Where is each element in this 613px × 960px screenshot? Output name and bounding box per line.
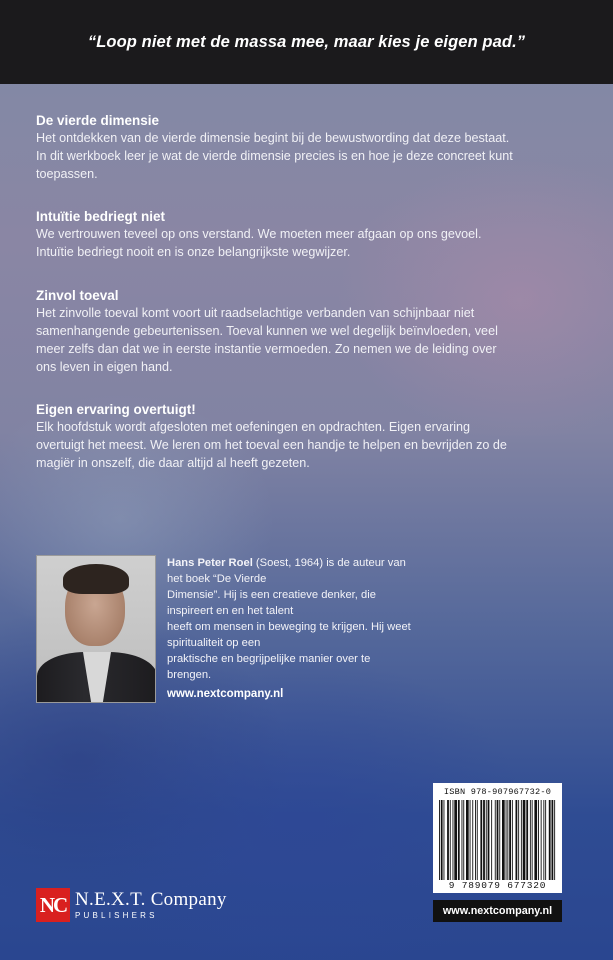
barcode-bar bbox=[497, 800, 499, 880]
barcode-bar bbox=[516, 800, 518, 880]
logo-mark-letters: NC bbox=[39, 892, 67, 917]
barcode-bar bbox=[543, 800, 544, 880]
barcode-website: www.nextcompany.nl bbox=[433, 900, 562, 922]
barcode-bar bbox=[499, 800, 500, 880]
section-line: toepassen. bbox=[36, 167, 98, 181]
barcode-digits: 9 789079 677320 bbox=[448, 880, 547, 891]
section-line: ons leven in eigen hand. bbox=[36, 360, 173, 374]
barcode-bar bbox=[447, 800, 449, 880]
barcode-bar bbox=[549, 800, 551, 880]
section-zinvol-toeval bbox=[36, 287, 581, 376]
section-line: Het zinvolle toeval komt voort uit raadselachtige verbanden van schijnbaar niet bbox=[36, 306, 475, 320]
section-title: De vierde dimensie bbox=[36, 113, 160, 128]
isbn-label: ISBN 978-907967732-0 bbox=[443, 787, 552, 797]
barcode-bar bbox=[453, 800, 454, 880]
author-photo bbox=[36, 555, 156, 703]
bio-text: (Soest, 1964) is de auteur van het boek “De Vierde bbox=[167, 557, 406, 585]
bio-line bbox=[167, 555, 412, 587]
section-eigen-ervaring bbox=[36, 401, 581, 472]
barcode-bar bbox=[506, 800, 507, 880]
barcode-bars bbox=[437, 800, 558, 880]
barcode-bar bbox=[509, 800, 511, 880]
barcode-bar bbox=[534, 800, 537, 880]
bio-line: Dimensie”. Hij is een creatieve denker, die inspireert en en het talent bbox=[167, 589, 376, 617]
barcode-bar bbox=[475, 800, 476, 880]
barcode-bar bbox=[486, 800, 487, 880]
section-line: Intuïtie bedriegt nooit en is onze belangrijkste wegwijzer. bbox=[36, 245, 351, 259]
author-name: Hans Peter Roel bbox=[167, 557, 253, 569]
author-bio bbox=[167, 555, 412, 683]
section-intuitie bbox=[36, 208, 581, 261]
barcode-bar bbox=[532, 800, 533, 880]
section-vierde-dimensie bbox=[36, 112, 581, 183]
barcode-bar bbox=[530, 800, 531, 880]
barcode-bar bbox=[480, 800, 482, 880]
barcode-bar bbox=[439, 800, 440, 880]
barcode-bar bbox=[488, 800, 490, 880]
section-title: Zinvol toeval bbox=[36, 288, 119, 303]
bio-line: praktische en begrijpelijke manier over te brengen. bbox=[167, 653, 371, 681]
barcode-bar bbox=[502, 800, 505, 880]
barcode-bar bbox=[523, 800, 526, 880]
section-line: magiër in onszelf, die daar altijd al heeft gezeten. bbox=[36, 456, 310, 470]
section-title: Intuïtie bedriegt niet bbox=[36, 209, 166, 224]
barcode-bar bbox=[466, 800, 469, 880]
section-line: Elk hoofdstuk wordt afgesloten met oefeningen en opdrachten. Eigen ervaring bbox=[36, 420, 471, 434]
barcode-bar bbox=[552, 800, 554, 880]
barcode-bar bbox=[441, 800, 443, 880]
section-line: In dit werkboek leer je wat de vierde dimensie precies is en hoe je deze concreet kunt bbox=[36, 149, 513, 163]
barcode-bar bbox=[541, 800, 542, 880]
barcode-bar bbox=[518, 800, 519, 880]
bio-line: heeft om mensen in beweging te krijgen. Hij weet spiritualiteit op een bbox=[167, 621, 411, 649]
section-line: We vertrouwen teveel op ons verstand. We moeten meer afgaan op ons gevoel. bbox=[36, 227, 482, 241]
section-line: meer zelfs dan dat we in eerste instantie vermoeden. Zo nemen we de leiding over bbox=[36, 342, 497, 356]
barcode-bar bbox=[545, 800, 546, 880]
quote-banner bbox=[0, 0, 613, 84]
barcode-bar bbox=[470, 800, 471, 880]
barcode-bar bbox=[454, 800, 457, 880]
publisher-name: N.E.X.T. Company bbox=[75, 889, 227, 910]
section-line: samenhangende gebeurtenissen. Toeval kunnen we wel degelijk beïnvloeden, veel bbox=[36, 324, 498, 338]
publisher-sub: PUBLISHERS bbox=[75, 911, 158, 920]
barcode-bar bbox=[495, 800, 496, 880]
barcode-bar bbox=[521, 800, 522, 880]
barcode-bar bbox=[444, 800, 445, 880]
barcode-bar bbox=[458, 800, 460, 880]
barcode-bar bbox=[554, 800, 555, 880]
barcode-bar bbox=[472, 800, 473, 880]
nc-logo-icon bbox=[36, 888, 70, 922]
barcode-bar bbox=[450, 800, 451, 880]
publisher-logo bbox=[36, 888, 227, 922]
photo-hair bbox=[63, 564, 129, 594]
author-website-link[interactable]: www.nextcompany.nl bbox=[167, 688, 284, 700]
barcode-bar bbox=[526, 800, 528, 880]
barcode-bar bbox=[477, 800, 478, 880]
section-line: overtuigt het meest. We leren om het toeval een handje te helpen en bevrijden zo de bbox=[36, 438, 507, 452]
isbn-barcode bbox=[433, 783, 562, 893]
barcode-bar bbox=[538, 800, 539, 880]
section-line: Het ontdekken van de vierde dimensie begint bij de bewustwording dat deze bestaat. bbox=[36, 131, 510, 145]
barcode-bar bbox=[507, 800, 508, 880]
publisher-text bbox=[75, 890, 227, 920]
barcode-bar bbox=[462, 800, 463, 880]
section-title: Eigen ervaring overtuigt! bbox=[36, 402, 196, 417]
barcode-bar bbox=[512, 800, 513, 880]
barcode-bar bbox=[491, 800, 492, 880]
barcode-bar bbox=[463, 800, 464, 880]
barcode-bar bbox=[483, 800, 485, 880]
quote-text: “Loop niet met de massa mee, maar kies je eigen pad.” bbox=[87, 32, 526, 51]
